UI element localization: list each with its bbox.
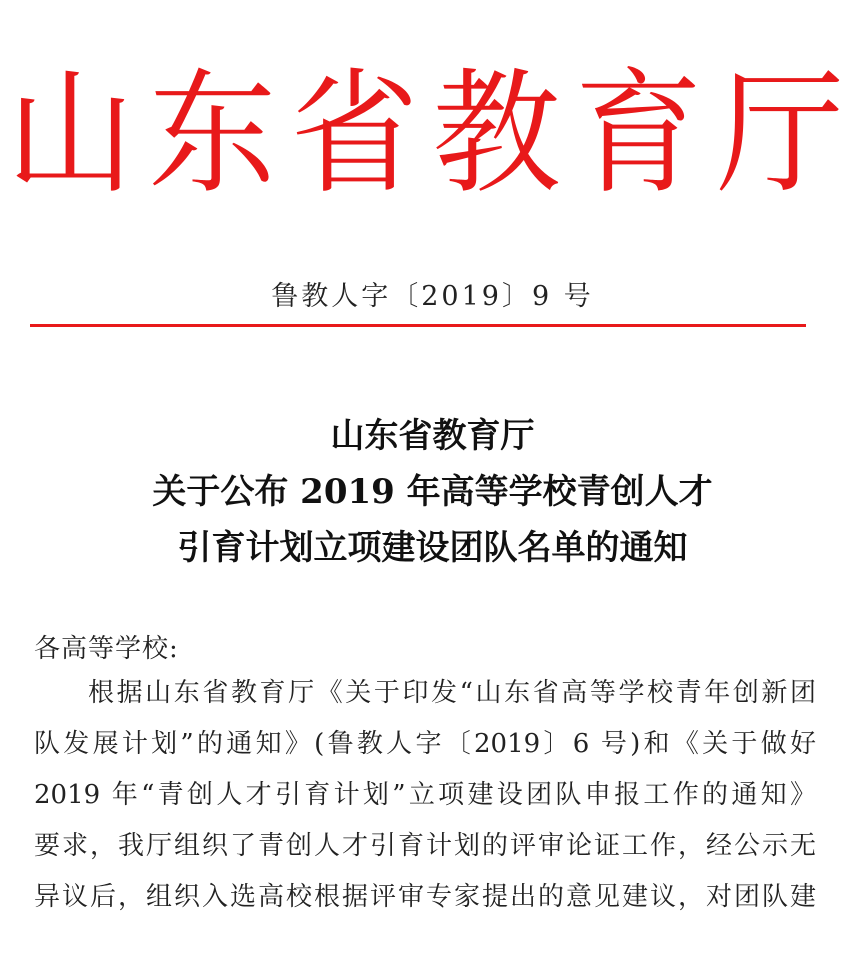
masthead-org-name: 山东省教育厅 [6, 56, 859, 213]
body-line-3: 2019 年“青创人才引育计划”立项建设团队申报工作的通知》 [34, 780, 816, 810]
document-number: 鲁教人字〔2019〕9 号 [271, 281, 594, 312]
body-line-2: 队发展计划”的通知》(鲁教人字〔2019〕6 号)和《关于做好 [34, 729, 816, 759]
document-title [0, 408, 865, 576]
body-paragraph [34, 668, 816, 923]
red-divider-line [30, 324, 806, 327]
body-line-1: 根据山东省教育厅《关于印发“山东省高等学校青年创新团 [88, 678, 816, 708]
title-line-3: 引育计划立项建设团队名单的通知 [177, 528, 688, 568]
salutation: 各高等学校: [34, 634, 179, 664]
title-line-1: 山东省教育厅 [330, 416, 535, 456]
title-line-2: 关于公布 2019 年高等学校青创人才 [152, 472, 713, 512]
body-line-4: 要求，我厅组织了青创人才引育计划的评审论证工作，经公示无 [34, 831, 816, 861]
body-line-5: 异议后，组织入选高校根据评审专家提出的意见建议，对团队建 [34, 882, 816, 912]
